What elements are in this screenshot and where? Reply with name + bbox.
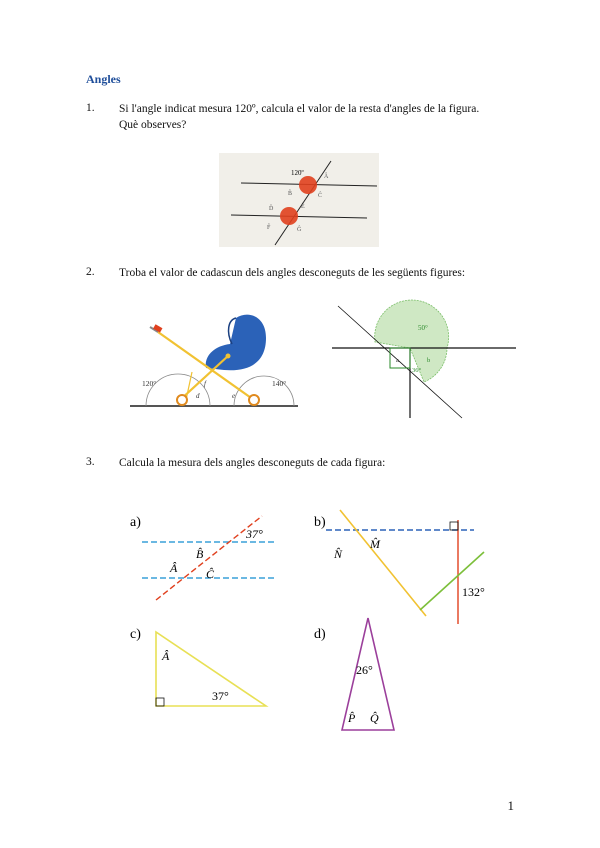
fig2a-right-angle: 140° <box>272 379 287 388</box>
fig3b-angle: 132° <box>462 585 485 599</box>
fig3b-label-m: M̂ <box>370 537 380 551</box>
figure-3c <box>128 624 278 714</box>
fig3d-label-p: P̂ <box>348 711 356 725</box>
question-1-line-2: Què observes? <box>119 119 187 131</box>
fig3d-angle: 26° <box>356 663 373 677</box>
fig1-angle-label: 120º <box>291 169 304 177</box>
fig2a-label-e: e <box>232 392 236 400</box>
figure-3a <box>128 506 278 606</box>
fig1-label-f: F̂ <box>267 225 271 231</box>
fig2b-label-a: a <box>396 357 399 364</box>
fig3c-angle: 37° <box>212 689 229 703</box>
figure-3b <box>312 506 492 626</box>
fig1-label-b: B̂ <box>288 191 293 197</box>
fig3a-letter: a) <box>130 515 141 530</box>
fig2a-label-f: f <box>204 380 206 388</box>
fig1-label-d: D̂ <box>269 206 274 212</box>
figure-parallel-lines <box>219 153 379 247</box>
figure-pram <box>128 300 300 412</box>
question-2-number: 2. <box>86 266 95 278</box>
question-1-line-1: Si l'angle indicat mesura 120º, calcula el valor de la resta d'angles de la figura. <box>119 103 480 115</box>
fig3a-label-b: B̂ <box>196 547 204 561</box>
question-3-text: Calcula la mesura dels angles desconeguts de cada figura: <box>119 457 386 469</box>
fig2a-left-angle: 120° <box>142 379 157 388</box>
fig3c-label-a: Â <box>162 649 170 663</box>
fig1-label-e: Ê <box>301 204 305 210</box>
fig2b-bottom-angle: 36° <box>412 367 422 374</box>
fig3c-letter: c) <box>130 627 141 642</box>
figure-angles-diagram <box>332 300 518 420</box>
fig1-label-a: Â <box>324 174 329 180</box>
fig1-label-c: Ĉ <box>318 193 323 199</box>
fig2b-top-angle: 50° <box>418 324 428 332</box>
fig3d-letter: d) <box>314 627 326 642</box>
fig2b-label-b: b <box>427 357 431 364</box>
fig3b-letter: b) <box>314 515 326 530</box>
question-1-number: 1. <box>86 102 95 114</box>
page-heading: Angles <box>86 72 121 86</box>
fig2a-label-d: d <box>196 392 200 400</box>
question-1-text <box>119 101 479 133</box>
fig3a-label-a: Â <box>170 561 178 575</box>
fig3b-label-n: N̂ <box>334 547 343 561</box>
fig3d-label-q: Q̂ <box>370 711 379 725</box>
fig1-label-g: Ĝ <box>297 227 302 233</box>
question-2-text: Troba el valor de cadascun dels angles desconeguts de les següents figures: <box>119 267 466 279</box>
question-3-number: 3. <box>86 456 95 468</box>
figure-3d <box>312 614 412 738</box>
page-number: 1 <box>507 798 514 813</box>
fig3a-label-c: Ĉ <box>206 567 215 581</box>
fig3a-angle: 37° <box>246 527 263 541</box>
